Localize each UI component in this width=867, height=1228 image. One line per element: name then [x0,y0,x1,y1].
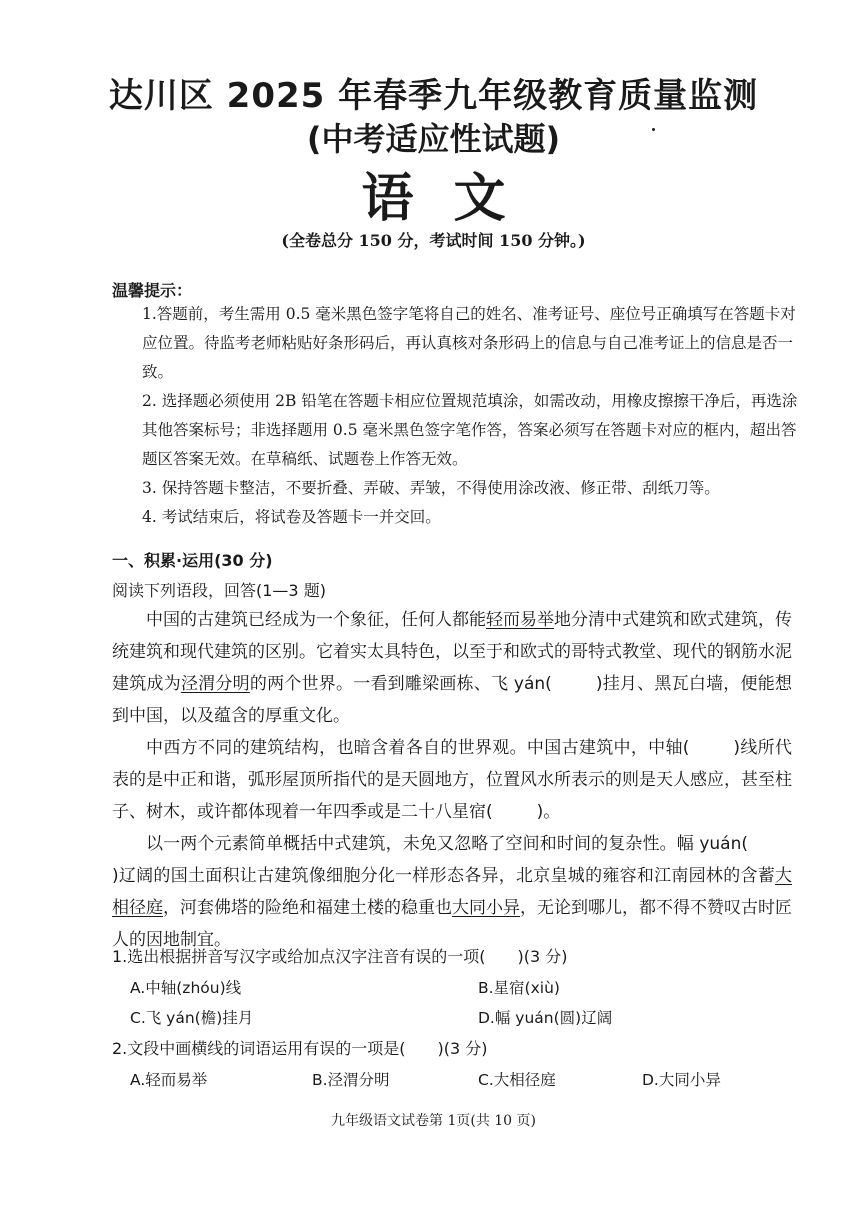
passage-text: ，无论到哪儿，都不得不赞叹古时匠人的因地制宜。 [112,898,792,950]
tips-heading: 温馨提示： [112,281,193,300]
passage-text: )。 [536,802,561,822]
question-2-option-c: C.大相径庭 [478,1071,556,1089]
passage-text: 地分清中式建筑和欧式建筑，传统建筑和现代建筑的区别。它着实太具特色，以至于和欧式的哥特式教堂、现代的钢筋水泥建筑成为 [112,610,792,694]
tips-list [142,300,802,532]
question-1-option-d: D.幅 yuán(圆)辽阔 [478,1009,613,1027]
passage-paragraph-1 [112,604,792,732]
page-footer: 九年级语文试卷第 1页(共 10 页) [331,1113,536,1129]
passage-text: 的两个世界。一看到雕梁画栋、飞 yán( [249,674,552,694]
passage-text: ，河套佛塔的险绝和福建土楼的稳重也 [163,898,452,918]
passage-text: )辽阔的国土面积让古建筑像细胞分化一样形态各异，北京皇城的雍容和江南园林的含蓄 [112,866,775,886]
reading-passage [112,604,792,956]
question-2-stem: 2.文段中画横线的词语运用有误的一项是( )(3 分) [112,1039,488,1058]
tip-item-3: 3. 保持答题卡整洁，不要折叠、弄破、弄皱，不得使用涂改液、修正带、刮纸刀等。 [142,479,720,497]
tip-item-4: 4. 考试结束后，将试卷及答题卡一并交回。 [142,508,441,526]
tip-item-1: 1.答题前，考生需用 0.5 毫米黑色签字笔将自己的姓名、准考证号、座位号正确填写在答题卡对应位置。待监考老师粘贴好条形码后，再认真核对条形码上的信息与自己准考证上的信息是否一致。 [142,305,796,381]
underlined-phrase: 大相径庭 [112,866,792,918]
question-2-option-d: D.大同小异 [642,1071,721,1089]
underlined-phrase: 轻而易举 [486,610,554,630]
scan-speck [652,128,655,131]
passage-text: 中西方不同的建筑结构，也暗含着各自的世界观。中国古建筑中，中轴( [146,738,690,758]
question-1-option-c: C.飞 yán(檐)挂月 [130,1009,254,1027]
passage-paragraph-2 [112,732,792,828]
question-1-option-b: B.星宿(xiù) [478,979,560,997]
question-1-option-a: A.中轴(zhóu)线 [130,979,242,997]
underlined-phrase: 大同小异 [452,898,520,918]
section-heading: 一、积累·运用(30 分) [112,551,273,570]
passage-text: )挂月、黑瓦白墙，便能想到中国，以及蕴含的厚重文化。 [112,674,792,726]
subject-title: 语文 [361,168,546,229]
exam-score-time: (全卷总分 150 分，考试时间 150 分钟。) [281,231,586,250]
passage-paragraph-3 [112,828,792,956]
passage-text: )线所代表的是中正和谐，弧形屋顶所指代的是天圆地方，位置风水所表示的则是天人感应，甚至柱子、树木，或许都体现着一年四季或是二十八星宿( [112,738,792,822]
question-1-stem: 1.选出根据拼音写汉字或给加点汉字注音有误的一项( )(3 分) [112,947,568,966]
underlined-phrase: 泾渭分明 [180,674,250,694]
exam-subtitle-type: (中考适应性试题) [306,120,561,158]
tip-item-2: 2. 选择题必须使用 2B 铅笔在答题卡相应位置规范填涂，如需改动，用橡皮擦擦干净后，再选涂其他答案标号；非选择题用 0.5 毫米黑色签字笔作答，答案必须写在答题卡对应的框内，超出答题区答案无效。在草稿纸、试题卷上作答无效。 [142,392,798,468]
passage-text: 中国的古建筑已经成为一个象征，任何人都能 [146,610,486,630]
question-2-option-a: A.轻而易举 [130,1071,208,1089]
passage-text: 以一两个元素简单概括中式建筑，未免又忽略了空间和时间的复杂性。幅 yuán( [146,834,748,854]
section-instruction: 阅读下列语段，回答(1—3 题) [112,581,326,600]
exam-title: 达川区 2025 年春季九年级教育质量监测 [108,76,759,116]
question-2-option-b: B.泾渭分明 [312,1071,390,1089]
